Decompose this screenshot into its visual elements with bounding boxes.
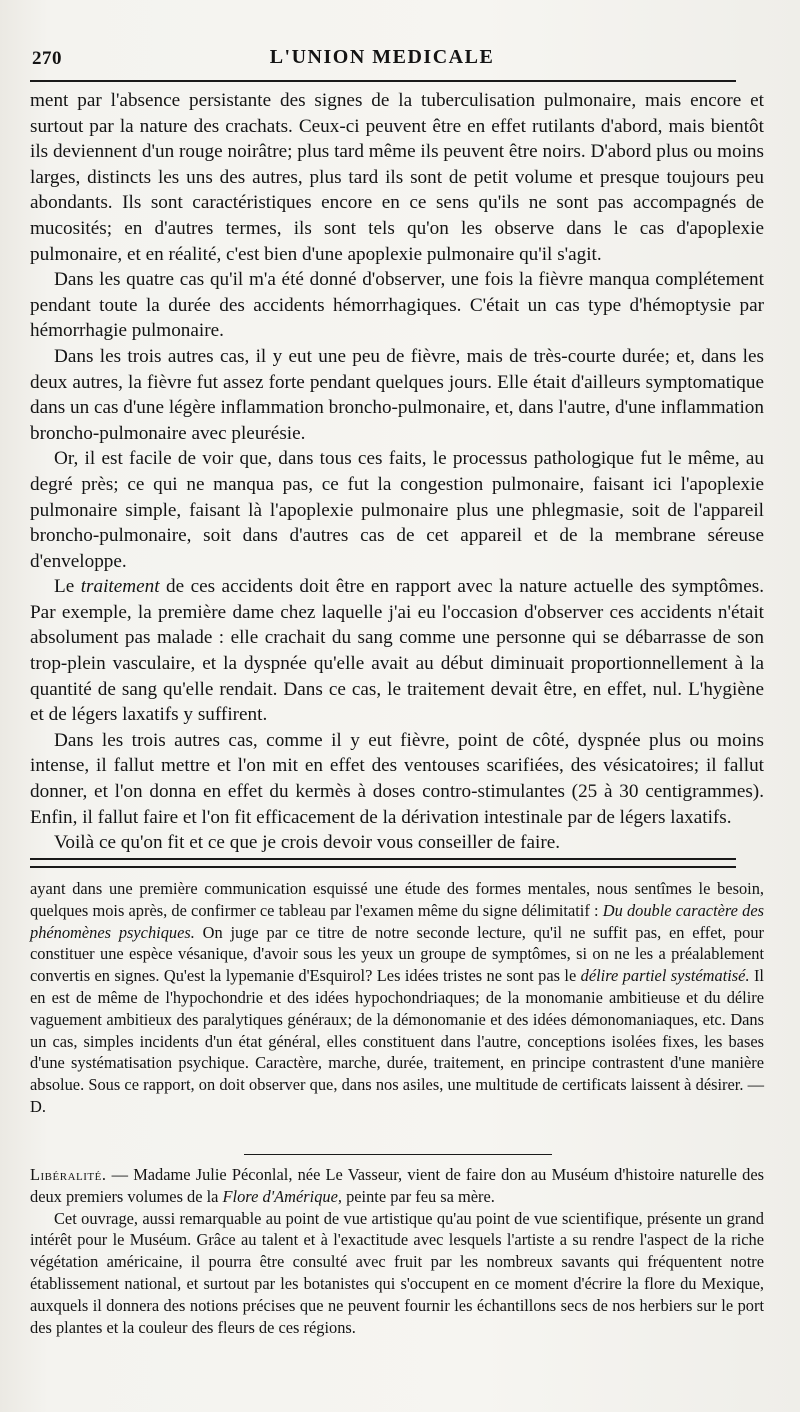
short-rule [244, 1154, 552, 1155]
page-header [32, 44, 732, 74]
paragraph: ment par l'absence persistante des signes de la tuberculisation pulmonaire, mais encore et surtout par la nature des crachats. Ceux-ci peuvent être en effet rutilants d'abord, mais bientôt ils deviennent d'un rouge noirâtre; plus tard même ils peuvent être noirs. D'abord plus ou moins larges, distincts les uns des autres, plus tard ils sont de petit volume et presque toujours peu abondants. Ils sont caractéristiques encore en ce sens qu'ils ne sont pas accompagnés de mucosités; en d'autres termes, ils sont tels qu'on les observe dans le cas d'apoplexie pulmonaire, et en réalité, c'est bien d'une apoplexie pulmonaire qu'il s'agit. [30, 90, 764, 265]
text-run: Le [54, 576, 81, 598]
text-run: ayant dans une première communication esquissé une étude des formes mentales, nous sentîmes le besoin, quelques mois après, de confirmer ce tableau par l'examen même du signe délimitatif : [30, 879, 764, 920]
italic-term: délire partiel systématisé. [580, 966, 750, 986]
paragraph: Dans les quatre cas qu'il m'a été donné d'observer, une fois la fièvre manqua complétement pendant toute la durée des accidents hémorrhagiques. C'était un cas type d'hémoptysie par hémorrhagie pulmonaire. [30, 269, 764, 342]
italic-term: traitement [80, 576, 160, 598]
paragraph: Voilà ce qu'on fit et ce que je crois devoir vous conseiller de faire. [54, 832, 561, 854]
text-run: peinte par feu sa mère. [341, 1186, 495, 1206]
treatment-paragraph [30, 574, 764, 728]
running-title: L'UNION MEDICALE [269, 46, 495, 68]
paragraph: Dans les trois autres cas, il y eut une peu de fièvre, mais de très-courte durée; et, dans les deux autres, la fièvre fut assez forte pendant quelques jours. Elle était d'ailleurs symptomatique dans un cas d'une légère inflammation broncho-pulmonaire, et, dans l'autre, d'une inflammation broncho-pulmonaire avec pleurésie. [30, 345, 764, 444]
section-double-rule [30, 858, 736, 868]
italic-title: Du double caractère des phénomènes psychiques. [30, 900, 764, 942]
review-section [30, 878, 764, 1118]
news-section [30, 1164, 764, 1338]
header-rule [30, 80, 736, 82]
page-number: 270 [32, 48, 62, 69]
news-paragraph: Cet ouvrage, aussi remarquable au point de vue artistique qu'au point de vue scientifique, présente un grand intérêt pour le Muséum. Grâce au talent et à l'exactitude avec lesquels l'artiste a su rendre l'aspect de la riche végétation américaine, il pourra être consulté avec fruit par les nombreux savants qui fréquentent notre établissement national, et surtout par les botanistes qui s'occupent en ce moment d'écrire la flore du Mexique, auxquels il donnera des notions précises que ne peuvent fournir les échantillons secs de nos herbiers sur le port des plantes et la couleur des fleurs de ces régions. [30, 1208, 764, 1337]
text-run: — Madame Julie Péconlal, née Le Vasseur, vient de faire don au Muséum d'histoire naturelle des deux premiers volumes de la [30, 1165, 764, 1206]
review-paragraph [30, 878, 764, 1118]
news-paragraph [30, 1164, 764, 1208]
main-article-body [30, 88, 764, 856]
text-run: On juge par ce titre de notre seconde lecture, qu'il ne suffit pas, en effet, pour constituer une espèce vésanique, d'avoir sous les yeux un groupe de symptômes, si on ne les a préalablement convertis en signes. Qu'est la lypemanie d'Esquirol? Les idées tristes ne sont pas le [30, 922, 764, 986]
paragraph: Dans les trois autres cas, comme il y eut fièvre, point de côté, dyspnée plus ou moins intense, il fallut mettre et l'on mit en effet des ventouses scarifiées, des vésicatoires; il fallut donner, et l'on donna en effet du kermès à doses contro-stimulantes (25 à 30 centigrammes). Enfin, il fallut faire et l'on fit efficacement de la dérivation intestinale par de légers laxatifs. [30, 729, 764, 828]
paragraph: Or, il est facile de voir que, dans tous ces faits, le processus pathologique fut le même, au degré près; ce qui ne manqua pas, ce fut la congestion pulmonaire, faisant ici l'apoplexie pulmonaire simple, faisant là l'apoplexie pulmonaire plus une phlegmasie, soit de l'appareil broncho-pulmonaire, soit dans d'autres cas de cet appareil et de la membrane séreuse d'enveloppe. [30, 448, 764, 572]
text-run: Il en est de même de l'hypochondrie et des idées hypochondriaques; de la monomanie ambitieuse et du délire vaguement ambitieux des paralytiques généraux; de la démonomanie et des idées démonomaniaques, etc. Dans un cas, simples incidents d'un état général, elles constituent dans l'autre, conceptions isolées fixes, les bases d'une systématisation psychique. Caractère, marche, durée, traitement, en principe contrastent d'une manière absolue. Sous ce rapport, on doit observer que, dans nos asiles, une multitude de certificats laissent à désirer. — D. [30, 966, 764, 1116]
italic-title: Flore d'Amérique, [222, 1186, 342, 1206]
text-run: de ces accidents doit être en rapport avec la nature actuelle des symptômes. Par exemple, la première dame chez laquelle j'ai eu l'occasion d'observer ces accidents n'était absolument pas malade : elle crachait du sang comme une personne qui se débarrasse de son trop-plein vasculaire, et la dyspnée qu'elle avait au début diminuait proportionnellement à la quantité de sang qu'elle rendait. Dans ce cas, le traitement devait être, en effet, nul. L'hygiène et de légers laxatifs y suffirent. [30, 576, 764, 726]
news-lead-label: Libéralité. [30, 1165, 107, 1184]
